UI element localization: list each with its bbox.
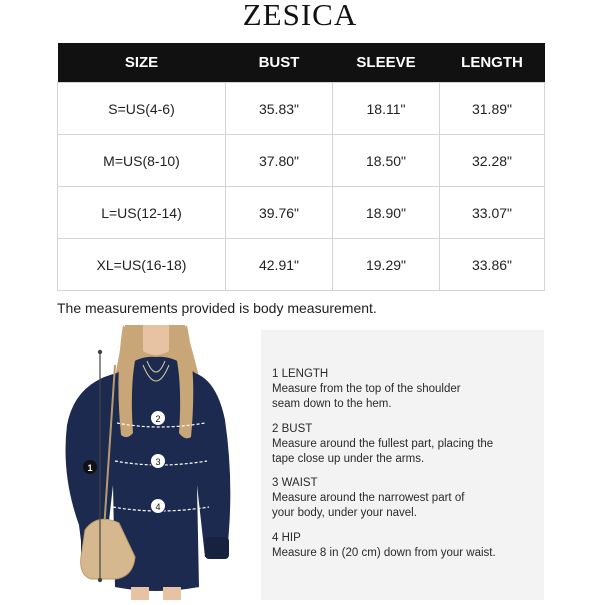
measurement-guide-panel (261, 330, 544, 600)
cell-size: L=US(12-14) (58, 187, 226, 239)
cell-bust: 39.76" (226, 187, 333, 239)
cell-length: 33.07" (440, 187, 545, 239)
col-header-size: SIZE (58, 43, 226, 83)
col-header-length: LENGTH (440, 43, 545, 83)
marker-label: 2 (155, 414, 161, 424)
cell-sleeve: 18.90" (333, 187, 440, 239)
marker-label: 1 (87, 463, 93, 473)
marker-hip (151, 499, 166, 514)
model-illustration (57, 325, 252, 600)
table-row (58, 83, 545, 135)
cell-size: S=US(4-6) (58, 83, 226, 135)
guide-description: Measure 8 in (20 cm) down from your waist. (272, 547, 496, 559)
cell-sleeve: 18.50" (333, 135, 440, 187)
marker-bust (151, 411, 166, 426)
brand-logo: ZESICA (242, 0, 358, 32)
col-header-bust: BUST (226, 43, 333, 83)
cell-sleeve: 18.11" (333, 83, 440, 135)
size-chart-table (57, 43, 545, 291)
measurement-note: The measurements provided is body measurement. (57, 300, 377, 316)
length-measure-dot (98, 350, 102, 354)
right-leg (163, 587, 181, 600)
guide-item-hip (272, 531, 542, 561)
guide-heading: 4 HIP (272, 532, 301, 544)
guide-heading: 1 LENGTH (272, 368, 329, 380)
table-row (58, 135, 545, 187)
marker-waist (151, 454, 166, 469)
guide-item-waist (272, 476, 542, 521)
marker-label: 3 (155, 457, 161, 467)
marker-length (83, 460, 97, 474)
cell-bust: 42.91" (226, 239, 333, 291)
cell-sleeve: 19.29" (333, 239, 440, 291)
guide-item-bust (272, 422, 542, 467)
guide-heading: 3 WAIST (272, 477, 318, 489)
guide-description: Measure around the narrowest part of your body, under your navel. (272, 492, 465, 519)
col-header-sleeve: SLEEVE (333, 43, 440, 83)
table-row (58, 239, 545, 291)
model-figure (57, 325, 252, 600)
right-cuff (205, 537, 229, 559)
left-leg (131, 587, 149, 600)
cell-length: 31.89" (440, 83, 545, 135)
table-header-row (58, 43, 545, 83)
marker-label: 4 (155, 502, 161, 512)
cell-length: 32.28" (440, 135, 545, 187)
neck-shape (143, 325, 169, 355)
table-row (58, 187, 545, 239)
guide-description: Measure from the top of the shoulder seam down to the hem. (272, 383, 461, 410)
cell-length: 33.86" (440, 239, 545, 291)
cell-size: XL=US(16-18) (58, 239, 226, 291)
length-measure-dot (98, 578, 102, 582)
cell-bust: 35.83" (226, 83, 333, 135)
guide-heading: 2 BUST (272, 423, 313, 435)
cell-bust: 37.80" (226, 135, 333, 187)
cell-size: M=US(8-10) (58, 135, 226, 187)
guide-description: Measure around the fullest part, placing the tape close up under the arms. (272, 438, 494, 465)
guide-item-length (272, 367, 542, 412)
